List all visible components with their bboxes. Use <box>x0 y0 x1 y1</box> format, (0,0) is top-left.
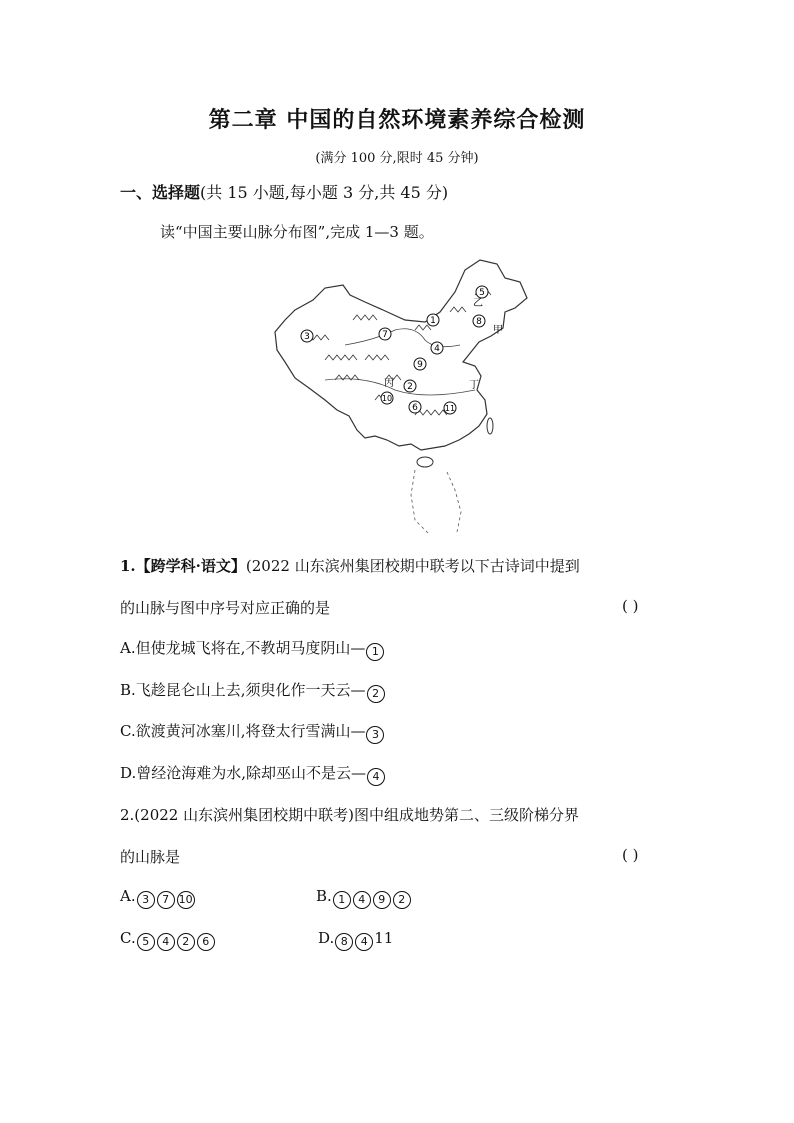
plain-number: 11 <box>374 929 394 947</box>
question-1-option-b[interactable] <box>120 679 386 703</box>
question-1-option-c[interactable] <box>120 720 385 744</box>
question-2-option-d[interactable] <box>318 929 393 951</box>
question-1-option-a[interactable] <box>120 637 385 661</box>
question-1-stem-line2: 的山脉与图中序号对应正确的是 <box>120 599 331 617</box>
marker-1 <box>427 314 439 326</box>
circled-number: 6 <box>197 933 215 951</box>
label-yi: 乙 <box>473 298 483 309</box>
question-2-answer-blank: ( ) <box>622 846 639 864</box>
map-place-labels <box>384 297 503 391</box>
question-1-stem <box>120 555 580 576</box>
mountain-mark <box>415 325 431 330</box>
circled-number: 2 <box>367 685 385 703</box>
mountain-mark <box>450 307 466 312</box>
marker-10 <box>381 392 393 404</box>
map-markers <box>301 286 488 414</box>
marker-5 <box>476 286 488 298</box>
svg-text:3: 3 <box>304 332 310 342</box>
instruction-text: 读“中国主要山脉分布图”,完成 1—3 题。 <box>160 223 434 241</box>
circled-number: 8 <box>335 933 353 951</box>
marker-9 <box>414 358 426 370</box>
circled-number: 7 <box>157 891 175 909</box>
section-info: (共 15 小题,每小题 3 分,共 45 分) <box>200 183 449 202</box>
question-1-number: 1. <box>120 557 136 575</box>
label-jia: 甲 <box>493 325 503 336</box>
circled-number: 9 <box>373 891 391 909</box>
china-outline <box>275 260 527 450</box>
question-2-stem: 2.(2022 山东滨州集团校期中联考)图中组成地势第二、三级阶梯分界 <box>120 806 579 824</box>
circled-number: 1 <box>366 643 384 661</box>
option-a-text: A.但使龙城飞将在,不教胡马度阴山— <box>120 639 366 657</box>
yangtze-river <box>325 379 475 395</box>
mountain-mark <box>353 315 377 320</box>
question-2-stem-line2: 的山脉是 <box>120 848 181 866</box>
option-c-label: C. <box>120 929 136 947</box>
svg-text:11: 11 <box>444 404 456 413</box>
svg-text:10: 10 <box>381 394 393 403</box>
svg-text:8: 8 <box>476 317 482 327</box>
south-sea-boundary <box>411 470 461 535</box>
circled-number: 10 <box>177 891 195 909</box>
yellow-river <box>345 329 460 347</box>
marker-3 <box>301 330 313 342</box>
option-a-label: A. <box>120 887 136 905</box>
question-2-option-c[interactable] <box>120 929 216 951</box>
page-title: 第二章 中国的自然环境素养综合检测 <box>208 108 586 133</box>
svg-text:4: 4 <box>434 344 440 354</box>
marker-8 <box>473 315 485 327</box>
option-b-label: B. <box>316 887 332 905</box>
question-1-answer-blank: ( ) <box>622 597 639 615</box>
svg-text:9: 9 <box>417 360 423 370</box>
marker-4 <box>431 342 443 354</box>
marker-7 <box>379 328 391 340</box>
circled-number: 4 <box>367 768 385 786</box>
circled-number: 2 <box>177 933 195 951</box>
svg-text:5: 5 <box>479 288 485 298</box>
question-1-tag: 【跨学科·语文】 <box>135 557 246 575</box>
label-ding: 丁 <box>469 380 479 391</box>
circled-number: 3 <box>137 891 155 909</box>
option-c-text: C.欲渡黄河冰塞川,将登太行雪满山— <box>120 722 366 740</box>
option-d-text: D.曾经沧海难为水,除却巫山不是云— <box>120 764 367 782</box>
circled-number: 4 <box>157 933 175 951</box>
page-subtitle: (满分 100 分,限时 45 分钟) <box>315 151 479 166</box>
circled-number: 5 <box>137 933 155 951</box>
hainan-island <box>417 457 433 467</box>
marker-11 <box>444 402 456 414</box>
marker-2 <box>404 380 416 392</box>
svg-text:6: 6 <box>412 403 418 413</box>
option-d-label: D. <box>318 929 335 947</box>
question-1-option-d[interactable] <box>120 762 386 786</box>
question-2-option-b[interactable] <box>316 887 412 909</box>
section-heading <box>120 180 448 203</box>
option-b-text: B.飞趁昆仑山上去,须臾化作一天云— <box>120 681 366 699</box>
svg-text:2: 2 <box>407 382 413 392</box>
svg-text:7: 7 <box>382 330 388 340</box>
circled-number: 3 <box>366 726 384 744</box>
circled-number: 2 <box>393 891 411 909</box>
circled-number: 4 <box>355 933 373 951</box>
label-bing: 丙 <box>384 378 394 389</box>
question-2-option-a[interactable] <box>120 887 196 909</box>
marker-6 <box>409 401 421 413</box>
svg-text:1: 1 <box>430 316 436 326</box>
taiwan-island <box>487 418 493 434</box>
china-mountains-map <box>265 250 535 540</box>
circled-number: 4 <box>353 891 371 909</box>
mountain-mark <box>365 355 389 360</box>
section-label: 一、选择题 <box>120 183 201 202</box>
question-1-stem-a: (2022 山东滨州集团校期中联考以下古诗词中提到 <box>245 557 580 575</box>
circled-number: 1 <box>333 891 351 909</box>
mountain-symbols <box>305 290 491 415</box>
mountain-mark <box>325 355 357 360</box>
